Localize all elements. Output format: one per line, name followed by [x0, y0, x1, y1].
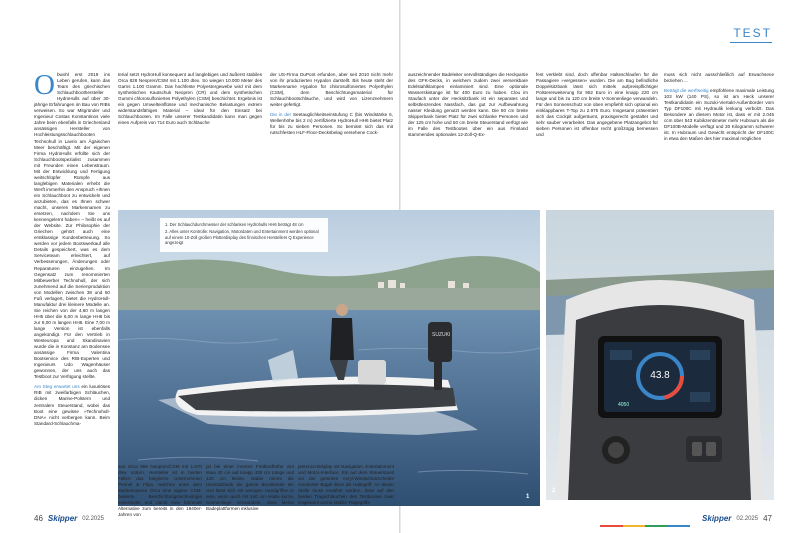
photo-caption-1: 1. Der Schlauchdurchmesser der schlanken Hydrohulls HH6 beträgt 48 cm	[165, 222, 304, 227]
article-column-2-bottom: aus Orca 866 Neopren/CSM mit 1.670 dtex ordern. Hersteller ist in beiden Fällen das belgische Unternehmen Pennel & Flipo, welches unter dem Markennamen Orca eine eigene CSM-basierte Beschichtungstechnologie entwickelte und damit eine führende Alternative zum bereits in den 1940er-Jahren von	[118, 464, 202, 518]
left-folio	[34, 514, 104, 523]
display-rpm: 4050	[618, 402, 630, 408]
article-column-5-top: fest verklebt sind, doch offenbar Halteschlaufen für die Passagiere »vergessen« wurden. Die am Bug befindliche Doppelsitzbank lässt sich mittels aufpreispflichtiger Polstererweiterung für 952 Euro in eine knapp 220 cm lange und bis zu 120 cm breite V-Sonnenliege verwandeln. Für den Sonnenschutz von oben empfiehlt sich optional ein einklappbares T-Top zu 2.975 Euro. Insgesamt präsentiert sich das Cockpit aufgeräumt, praxisgerecht gestaltet und sehr sauber verarbeitet. Das angegebene Platzangebot für sieben Personen ist offenbar recht großzügig bemessen und	[536, 72, 658, 138]
section-tag-underline	[730, 42, 772, 43]
article-column-1	[34, 69, 111, 517]
left-page-number: 46	[34, 514, 43, 523]
article-column-4-bottom: pierence-Display mit Navigation, Entertainment und Motor-Interface. Ein auf dem Steuerstand vor der getönten Acryl-Windschutzscheibe montierter Bügel dient als Haltegriff. An dieser Stelle muss erwähnt werden, dass auf den beiden Tragschläuchen des Testbootes zwar insgesamt sechs stabile Tragegriffe	[298, 464, 394, 506]
right-page-number: 47	[763, 514, 772, 523]
drop-cap: O	[34, 69, 55, 101]
article-column-4-top: auszeichnender Badeleiter vervollständigen die Heckpartie des GFK-Decks, in welchem zudem zwei versenkbare Edelstahlklampen einlaminiert sind. Eine optionale Wasserskistange ist für 400 Euro zu haben. Clou im Staufach unter der Hecksitzbank ist ein separates und selbstlenzendes Nassfach, das gut zur Aufbewahrung nasser Kleidung genutzt werden kann. Die 80 cm breite Skipperbank bietet Platz für zwei schlanke Personen und der 125 cm hohe und 50 cm breite Steuerstand verfügt wie im Falle des Testbootes über ein aus Finnland stammendes optionales 12-Zoll-Q-Ex-	[408, 72, 528, 138]
article-paragraph: bwohl erst 2019 ins Leben gerufen, kann das Team des griechischen Schlauchboothersteller HydroHulls auf über 30-jährige Erfahrungen im Bau von RIBs verweisen. So war Mitgründer und Ingenieur Costas Konstantinos viele Jahre beim ebenfalls in Griechenland ansässigen Hersteller von Hochleistungsschlauchbooten Technohull in Lavrio am Ägäischen Meer beschäftigt. Mit der eigenen Firma HydroHulls erfüllte sich der Schlauchbootspezialist zusammen mit Freunden einen Lebenstraum. Mit der Entwicklung und Fertigung weitschlüpfer Rümpfe aus langlebigen Materialen erhebt die Werft immerhin den Anspruch »Ihnen ein Schlauchboot zu entwickeln und anzubieten, das es Ihnen schwer macht, unseren Markennamen zu ersetzen, nachdem Sie uns kennengelernt haben« – heißt es auf der Website. Zur Philosophie der Griechen gehört auch eine erstklassige Kundenbetreuung. So werden vor jedem Bootswerkauf alle Details gespeichert, was es dem Serviceteam erleichtert, auf Verbesserungen, Änderungen oder Reparaturen einzugehen. Im Gegensatz zum renommierten Mitbewerber Technohull, der sich zunehmend auf die Serienproduktion von Modellen zwischen 38 und 50 Fuß verlagert, bietet die HydroHull-Manufaktur drei kleinere Modelle an. Sie reichen von der 4,60 m langen HH5 über die 6,00 m lange HH6 bis zur 8,00 m langen HH8. Eine 7,00 m lange Version ist ebenfalls angekündigt. Für den Vertrieb in Westeuropa und Skandinavien wurde die in Konstanz am Bodensee ansässige Firma Valentina Bootservice des RIB-Experten und Ingenieurs Udo Wagenhäuser gewonnen, der uns auch das Testboot zur Verfügung stellte.	[34, 72, 110, 380]
photo-number-1: 1	[526, 494, 530, 500]
right-folio	[702, 514, 772, 523]
article-column-6-top: muss sich nicht ausschließlich auf Erwachsene beziehen ... Beträgt die werftseitig empfohlene maximale Leistung 103 kW (140 PS), so ist am Heck unserer Testkandidatin ein Suzuki-Viertakt-Außenborder vom Typ DF100C mit Hydraulik lenkung verbolzt. Das Besondere an diesem Motor ist, dass er mit 2.045 ccm über 543 Kubikzentimeter mehr Hubraum als die DF100B-Modelle verfügt und 30 Kilogramm schwerer ist. In Hubraum und Gewicht entspricht der DF100C in etwa den Maßen des hier maximal möglichen	[664, 72, 774, 142]
color-bar	[600, 525, 690, 527]
magazine-logo: Skipper	[47, 514, 78, 523]
boat-illustration	[118, 210, 540, 506]
cockpit-photo	[546, 210, 774, 500]
paragraph-lead-in: Beträgt die werftseitig	[664, 88, 709, 94]
display-speed: 43.8	[650, 370, 670, 381]
article-column-3-bottom: pit bei einer inneren Freibordhöhe von etwa 40 cm auf knapp 400 cm Länge und 120 cm Breite. Dabei nimmt die Hecksitzbank die ganze Bootsbreite ein und lässt sich mit wenigen Handgriffen in eine, wenn auch mit 140 cm relativ kurze, Sonnenliege verwandeln. Zwei kleine Badeplattformen inklusive	[206, 464, 294, 512]
section-tag: TEST	[733, 26, 772, 40]
svg-text:SUZUKI: SUZUKI	[432, 332, 451, 338]
photo-number-2: 2	[552, 488, 556, 494]
issue-date: 02.2025	[736, 515, 759, 522]
photo-caption-2: 2. Alles unter Kontrolle: Navigation, Motordaten und Entertainment werden optional auf einem 10-Zoll großen Plotterdisplay des finnischen Herstellers Q Experience angezeigt	[165, 229, 319, 246]
photo-caption-box	[160, 218, 328, 252]
article-column-3-top: der US-Firma DuPont erfunden, aber seit 2010 nicht mehr von ihr produzierten Hypalon darstellt. Bis heute steht der Markenname Hypalon für chlorosulfoniertes Polyethylen (CSM), dem Beschichtungsmaterial für Schlauchbootschläuche, und wird von Lizenznehmern weiter gefertigt. Die in der Seetauglichkeitseinstufung C (bis Windstärke 6, Wellenhöhe bis 2 m) zertifizierte HydroHull HH6 bietet Platz für bis zu sieben Personen. So bemisst sich das mit rutschfesten HLF-Floor-Decksbelag versehene Cock-	[270, 72, 393, 136]
paragraph-lead-in: Die in der	[270, 112, 292, 118]
cockpit-illustration	[546, 210, 774, 500]
paragraph-lead-in: Am Steg erwartet uns	[34, 384, 80, 390]
issue-date: 02.2025	[82, 515, 104, 522]
article-column-2-top: terial setzt HydroHull konsequent auf langlebiges und äußerst stabiles Orca 828 Neopren/CSM mit 1.100 dtex. So wiegen 10.000 Meter des Garns 1.100 Gramm. Das hochfeste Polyestergewebe wird mit dem synthetischen Kautschuk Neopren (CR) und dem synthetischen Gummi chlorosulfoniertes Polyethylen (CSM) beschichtet. Ergebnis ist ein gegen Umwelteinflüsse und mechanische Belastungen extrem widerstandsfähiges Material – ideal für den Einsatz bei Schlauchbooten. Im Falle unserer Testkandidatin kann man gegen einen Aufpreis von 714 Euro auch Schläuche	[118, 72, 262, 126]
article-paragraph: Am Steg erwartet uns ein luxuriöses RIB mit zweifarbigen Schläuchen, dicken Marine-Polstern und zentralem Steuerstand, wobei das Boot eine gewisse »Technohull-DNA« nicht verbergen kann. Beim Standard-Schlauchma-	[34, 384, 111, 426]
magazine-logo: Skipper	[702, 514, 732, 523]
